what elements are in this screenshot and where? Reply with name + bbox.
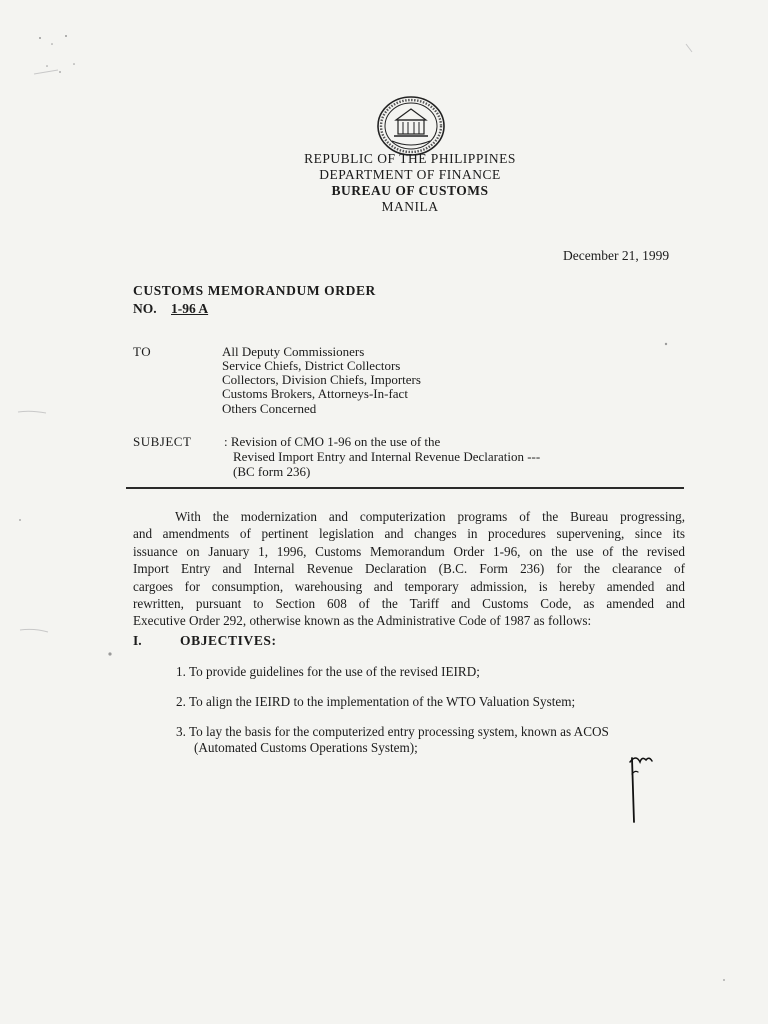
objective-item: 3. To lay the basis for the computerized entry processing system, known as ACOS [176, 724, 609, 739]
body-line: and amendments of pertinent legislation and changes in procedures supervening, since its [133, 526, 685, 542]
recipient-line: Others Concerned [222, 401, 317, 416]
body-line: cargoes for consumption, warehousing and temporary admission, is hereby amended and [133, 578, 685, 594]
objective-item: 1. To provide guidelines for the use of the revised IEIRD; [176, 664, 480, 679]
memo-title: CUSTOMS MEMORANDUM ORDER [133, 283, 376, 298]
subject-line: : Revision of CMO 1-96 on the use of the [224, 434, 441, 449]
memo-number-label: NO. [133, 301, 157, 316]
letterhead-department: DEPARTMENT OF FINANCE [319, 167, 501, 182]
recipient-line: Customs Brokers, Attorneys-In-fact [222, 386, 408, 401]
recipient-line: All Deputy Commissioners [222, 344, 365, 359]
letterhead-city: MANILA [381, 199, 439, 214]
subject-line: (BC form 236) [233, 464, 311, 479]
objective-item-continuation: (Automated Customs Operations System); [194, 740, 418, 755]
section-number: I. [133, 633, 142, 648]
subject-divider [126, 487, 684, 489]
body-line: rewritten, pursuant to Section 608 of the Tariff and Customs Code, as amended and [133, 596, 685, 612]
recipient-line: Service Chiefs, District Collectors [222, 358, 401, 373]
body-line: Import Entry and Internal Revenue Declaration (B.C. Form 236) for the clearance of [133, 561, 685, 577]
memo-number: 1-96 A [171, 301, 209, 316]
letterhead-republic: REPUBLIC OF THE PHILIPPINES [304, 151, 516, 166]
letterhead-bureau: BUREAU OF CUSTOMS [331, 183, 489, 198]
body-paragraph [133, 508, 685, 630]
body-line: Executive Order 292, otherwise known as the Administrative Code of 1987 as follows: [133, 613, 592, 629]
subject-label: SUBJECT [133, 434, 192, 449]
section-title: OBJECTIVES: [180, 633, 277, 648]
subject-line: Revised Import Entry and Internal Revenue Declaration --- [233, 449, 541, 464]
bureau-of-customs-seal [376, 95, 446, 157]
body-line: issuance on January 1, 1996, Customs Memorandum Order 1-96, on the use of the revised [133, 543, 685, 559]
body-line: With the modernization and computerization programs of the Bureau progressing, [175, 509, 685, 524]
handwritten-initials [622, 752, 662, 827]
objective-item: 2. To align the IEIRD to the implementation of the WTO Valuation System; [176, 694, 576, 709]
to-label: TO [133, 344, 152, 359]
recipient-line: Collectors, Division Chiefs, Importers [222, 372, 421, 387]
memo-date: December 21, 1999 [563, 248, 670, 263]
